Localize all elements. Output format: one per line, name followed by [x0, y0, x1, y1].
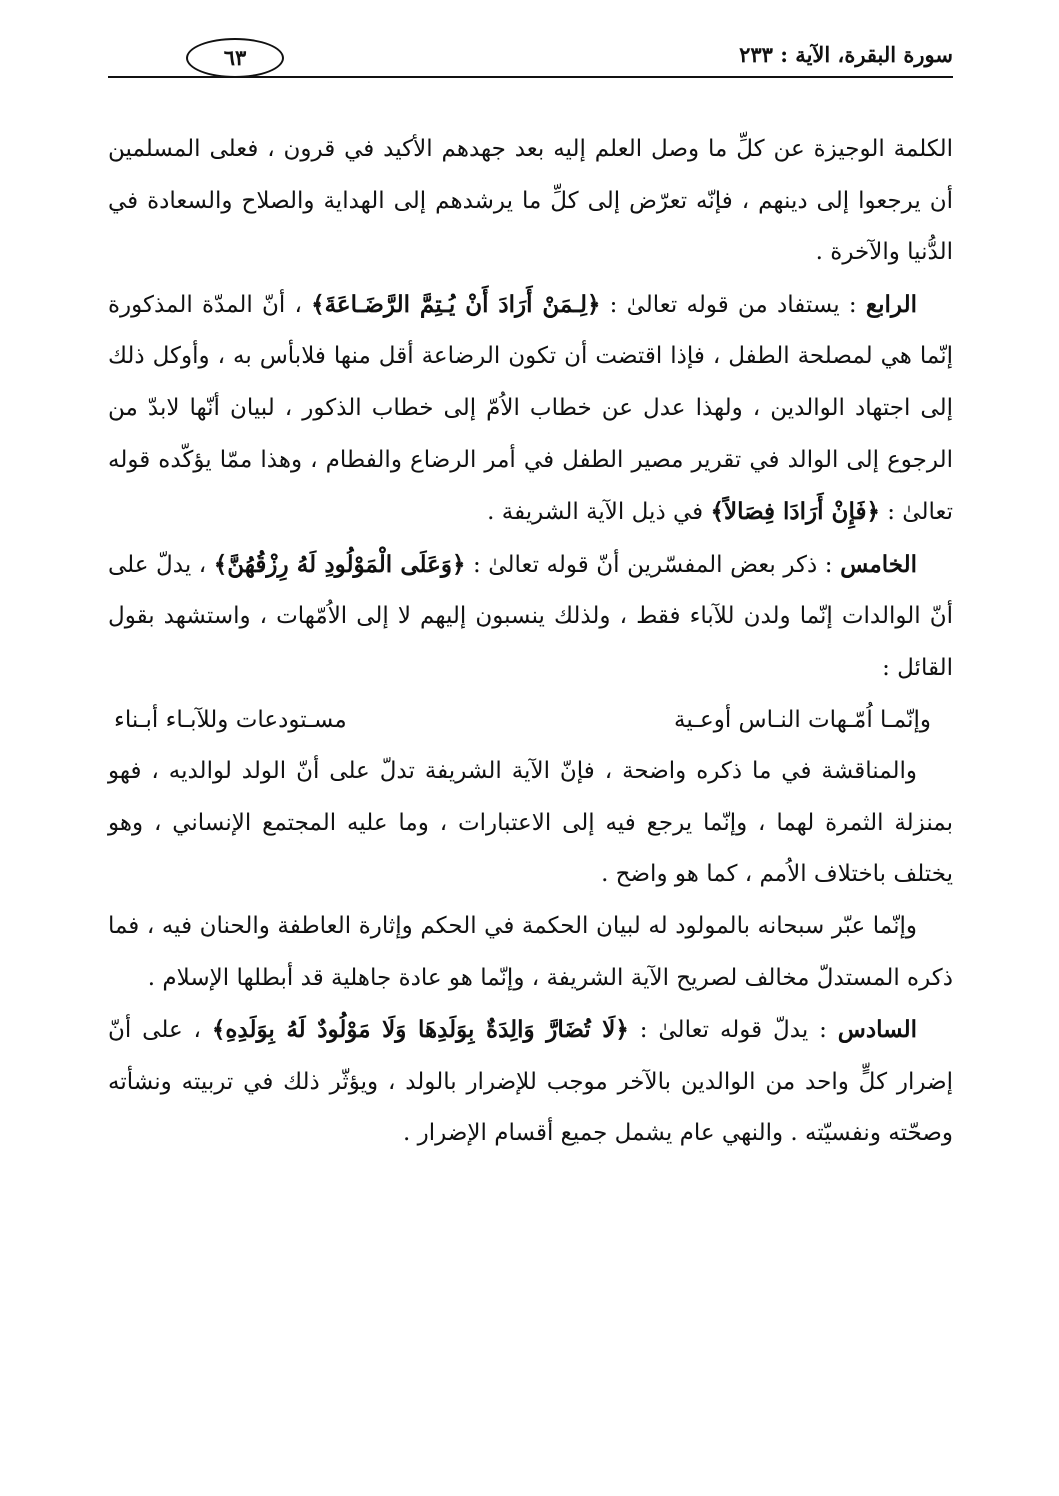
- quran-verse: ﴿لَا تُضَارَّ وَالِدَةٌ بِوَلَدِهَا وَلَا مَوْلُودٌ لَهُ بِوَلَدِهِ﴾: [211, 1016, 629, 1044]
- page-number: ٦٣: [186, 38, 284, 78]
- quran-verse: ﴿لِـمَنْ أَرَادَ أَنْ يُـتِمَّ الرَّضَـاعَةَ﴾: [311, 290, 601, 318]
- poem-verse: [108, 695, 953, 747]
- poem-hemistich-1: وإنّمـا اُمّـهات النـاس أوعـية: [674, 706, 931, 733]
- page-header: [108, 38, 953, 88]
- paragraph-wisdom: وإنّما عبّر سبحانه بالمولود له لبيان الحكمة في الحكم وإثارة العاطفة والحنان فيه ، فما ذكره المستدلّ مخالف لصريح الآية الشريفة ، وإنّما هو عادة جاهلية قد أبطلها الإسلام .: [108, 912, 953, 991]
- paragraph-fifth: [108, 539, 953, 695]
- poem-hemistich-2: مسـتودعات وللآبـاء أبـناء: [114, 706, 347, 733]
- body-text: [108, 124, 953, 1160]
- paragraph-sixth-text-1: : يدلّ قوله تعالىٰ :: [628, 1017, 838, 1044]
- section-label-sixth: السادس: [837, 1016, 917, 1044]
- paragraph-fifth-text-1: : ذكر بعض المفسّرين أنّ قوله تعالىٰ :: [465, 551, 841, 578]
- paragraph-sixth-text-2: ، على أنّ إضرار كلٍّ واحد من الوالدين بالآخر موجب للإضرار بالولد ، ويؤثّر ذلك في تربيته ونشأته وصحّته ونفسيّته . والنهي عام يشمل جميع أقسام الإضرار .: [108, 1017, 953, 1147]
- paragraph-sixth: [108, 1004, 953, 1160]
- quran-verse: ﴿فَإِنْ أَرَادَا فِصَالاً﴾: [710, 498, 880, 526]
- paragraph-fifth-text-2: ، يدلّ على أنّ الوالدات إنّما ولدن للآباء فقط ، ولذلك ينسبون إليهم لا إلى الاُمّهات ، واستشهد بقول القائل :: [108, 551, 953, 681]
- paragraph-fourth-text-3: في ذيل الآية الشريفة .: [487, 499, 711, 526]
- paragraph-1: الكلمة الوجيزة عن كلِّ ما وصل العلم إليه بعد جهدهم الأكيد في قرون ، فعلى المسلمين أن يرجعوا إلى دينهم ، فإنّه تعرّض إلى كلِّ ما يرشدهم إلى الهداية والصلاح والسعادة في الدُّنيا والآخرة .: [108, 136, 953, 266]
- quran-verse: ﴿وَعَلَى الْمَوْلُودِ لَهُ رِزْقُهُنَّ﴾: [213, 550, 466, 578]
- paragraph-discussion: والمناقشة في ما ذكره واضحة ، فإنّ الآية الشريفة تدلّ على أنّ الولد لوالديه ، فهو بمنزلة الثمرة لهما ، وإنّما يرجع فيه إلى الاعتبارات ، وما عليه المجتمع الإنساني ، وهو يختلف باختلاف الاُمم ، كما هو واضح .: [108, 758, 953, 888]
- paragraph-fourth-text-2: ، أنّ المدّة المذكورة إنّما هي لمصلحة الطفل ، فإذا اقتضت أن تكون الرضاعة أقل منها فلابأس به ، وأوكل ذلك إلى اجتهاد الوالدين ، ولهذا عدل عن خطاب الاُمّ إلى خطاب الذكور ، لبيان أنّها لابدّ من الرجوع إلى الوالد في تقرير مصير الطفل في أمر الرضاع والفطام ، وهذا ممّا يؤكّده قوله تعالىٰ :: [108, 291, 953, 526]
- section-label-fifth: الخامس: [840, 550, 917, 578]
- paragraph-fourth: [108, 279, 953, 539]
- header-title: سورة البقرة، الآية : ٢٣٣: [739, 42, 953, 67]
- section-label-fourth: الرابع: [865, 290, 917, 318]
- paragraph-fourth-text-1: : يستفاد من قوله تعالىٰ :: [600, 291, 866, 318]
